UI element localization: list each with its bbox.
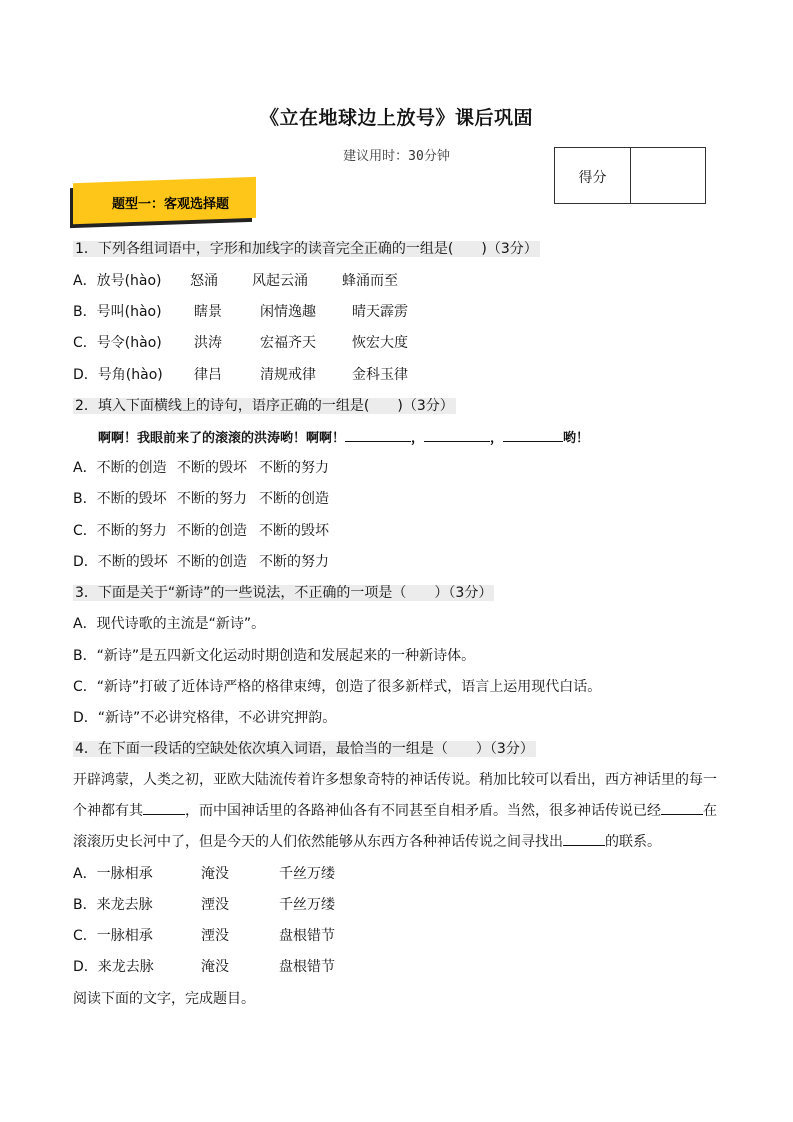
q3-option-d: D．“新诗”不必讲究格律，不必讲究押韵。 (73, 710, 337, 726)
q2-stem (73, 395, 456, 415)
q2-b-3: 不断的创造 (259, 491, 329, 507)
q4-d-1: D．来龙去脉 (73, 959, 154, 975)
q4-c-2: 湮没 (201, 928, 229, 944)
q4-b-1: B．来龙去脉 (73, 897, 153, 913)
q4-a-2: 淹没 (201, 866, 229, 882)
q4-b-2: 湮没 (201, 897, 229, 913)
q2-a-1: A．不断的创造 (73, 460, 167, 476)
q4-p2-part2: ，而中国神话里的各路神仙各有不同甚至自相矛盾。当然，很多神话传说已经 (185, 803, 661, 819)
q4-stem-text: 4．在下面一段话的空缺处依次填入词语，最恰当的一组是（ ）（3分） (75, 741, 534, 757)
q1-option-a (73, 270, 398, 290)
q2-blank-3 (503, 429, 563, 442)
q1-c-3: 宏福齐天 (260, 335, 316, 351)
q1-a-3: 风起云涌 (252, 273, 308, 289)
score-box (554, 147, 706, 204)
q2-comma-1: ， (411, 431, 425, 446)
q2-poem (98, 427, 589, 446)
reading-intro: 阅读下面的文字，完成题目。 (73, 991, 255, 1007)
q1-d-1: D．号角(hào) (73, 367, 163, 383)
q3-option-a: A．现代诗歌的主流是“新诗”。 (73, 616, 266, 632)
q2-b-2: 不断的努力 (177, 491, 247, 507)
q4-p2-part3: 在 (703, 803, 717, 819)
q4-stem (73, 738, 536, 758)
q2-d-1: D．不断的毁坏 (73, 554, 168, 570)
q4-p3-part2: 的联系。 (605, 834, 661, 850)
q2-poem-end: 哟！ (563, 431, 590, 446)
q4-a-3: 千丝万缕 (279, 866, 335, 882)
q1-a-1: A．放号(hào) (73, 273, 162, 289)
q1-c-2: 洪涛 (194, 335, 222, 351)
q2-stem-text: 2．填入下面横线上的诗句，语序正确的一组是( )（3分） (75, 398, 454, 414)
q1-c-4: 恢宏大度 (352, 335, 408, 351)
q2-option-c (73, 520, 329, 540)
q4-c-3: 盘根错节 (279, 928, 335, 944)
q4-a-1: A．一脉相承 (73, 866, 153, 882)
q2-poem-start: 啊啊！我眼前来了的滚滚的洪涛哟！啊啊！ (98, 431, 346, 446)
q4-paragraph-line-2 (73, 800, 717, 820)
q2-a-3: 不断的努力 (259, 460, 329, 476)
q1-b-2: 瞎景 (194, 304, 222, 320)
q4-blank-1 (143, 802, 185, 815)
q1-stem (73, 238, 540, 258)
section-banner-label: 题型一：客观选择题 (112, 197, 230, 212)
q4-d-3: 盘根错节 (279, 959, 335, 975)
q3-stem (73, 582, 494, 602)
q1-stem-text: 1．下列各组词语中，字形和加线字的读音完全正确的一组是( )（3分） (75, 241, 538, 257)
q2-blank-2 (424, 429, 490, 442)
q2-a-2: 不断的毁坏 (177, 460, 247, 476)
q1-a-2: 怒涌 (190, 273, 218, 289)
q4-blank-2 (661, 802, 703, 815)
q1-b-4: 晴天霹雳 (352, 304, 408, 320)
q4-option-c (73, 925, 335, 945)
q4-paragraph-line-1: 开辟鸿蒙，人类之初，亚欧大陆流传着许多想象奇特的神话传说。稍加比较可以看出，西方神话里的每一 (73, 772, 717, 788)
q1-d-3: 清规戒律 (260, 367, 316, 383)
q1-option-d (73, 364, 408, 384)
q2-b-1: B．不断的毁坏 (73, 491, 167, 507)
q1-d-4: 金科玉律 (352, 367, 408, 383)
q4-d-2: 淹没 (201, 959, 229, 975)
q2-d-3: 不断的努力 (259, 554, 329, 570)
q1-c-1: C．号令(hào) (73, 335, 162, 351)
q2-option-a (73, 457, 329, 477)
q3-stem-text: 3．下面是关于“新诗”的一些说法，不正确的一项是（ ）（3分） (75, 585, 493, 601)
q2-comma-2: ， (490, 431, 504, 446)
q4-option-b (73, 894, 335, 914)
q1-d-2: 律吕 (194, 367, 222, 383)
q2-c-3: 不断的毁坏 (259, 523, 329, 539)
page-title: 《立在地球边上放号》课后巩固 (259, 107, 533, 129)
q1-a-4: 蜂涌而至 (342, 273, 398, 289)
q2-option-b (73, 488, 329, 508)
q4-option-d (73, 956, 335, 976)
q1-option-c (73, 332, 408, 352)
q3-option-b: B．“新诗”是五四新文化运动时期创造和发展起来的一种新诗体。 (73, 648, 476, 664)
q4-b-3: 千丝万缕 (279, 897, 335, 913)
q4-paragraph-line-3 (73, 831, 661, 851)
q1-b-1: B．号叫(hào) (73, 304, 162, 320)
q2-c-1: C．不断的努力 (73, 523, 167, 539)
q1-option-b (73, 301, 408, 321)
q3-option-c: C．“新诗”打破了近体诗严格的格律束缚，创造了很多新样式，语言上运用现代白话。 (73, 679, 602, 695)
q2-blank-1 (345, 429, 411, 442)
score-label: 得分 (578, 170, 607, 186)
q4-p3-part1: 滚滚历史长河中了，但是今天的人们依然能够从东西方各种神话传说之间寻找出 (73, 834, 563, 850)
section-banner (70, 180, 256, 226)
suggested-time: 建议用时：30分钟 (343, 149, 450, 164)
q1-b-3: 闲情逸趣 (260, 304, 316, 320)
q4-p2-part1: 个神都有其 (73, 803, 143, 819)
q2-c-2: 不断的创造 (177, 523, 247, 539)
q2-option-d (73, 551, 329, 571)
q2-d-2: 不断的创造 (177, 554, 247, 570)
score-box-divider (630, 148, 631, 203)
q4-option-a (73, 863, 335, 883)
q4-c-1: C．一脉相承 (73, 928, 153, 944)
q4-blank-3 (563, 833, 605, 846)
